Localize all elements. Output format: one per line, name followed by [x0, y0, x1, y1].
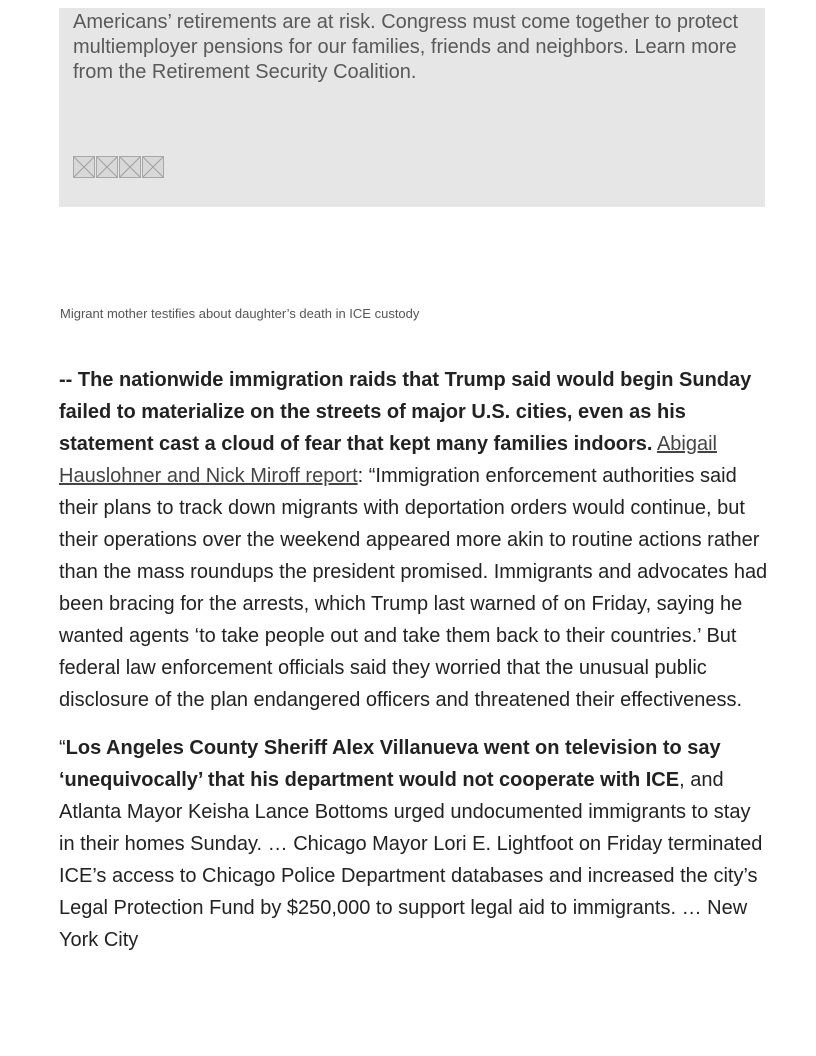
paragraph-lead: Los Angeles County Sheriff Alex Villanueva went on television to say ‘unequivocally’ that his department would not cooperate with ICE — [59, 737, 721, 791]
video-caption: Migrant mother testifies about daughter’s death in ICE custody — [60, 306, 420, 321]
broken-image-icon — [142, 156, 164, 178]
ad-image-row — [73, 156, 164, 178]
article-paragraph — [59, 364, 769, 716]
report-link[interactable]: Abigail Hauslohner and Nick Miroff report — [59, 433, 717, 487]
sponsored-ad[interactable] — [59, 8, 765, 207]
broken-image-icon — [96, 156, 118, 178]
paragraph-body: : “Immigration enforcement authorities said their plans to track down migrants with deportation orders would continue, but their operations over the weekend appeared more akin to routine actions rather than the mass roundups the president promised. Immigrants and advocates had been bracing for the arrests, which Trump last warned of on Friday, saying he wanted agents ‘to take people out and take them back to their countries.’ But federal law enforcement officials said they worried that the unusual public disclosure of the plan endangered officers and threatened their effectiveness. — [59, 465, 768, 711]
ad-text[interactable]: Americans’ retirements are at risk. Congress must come together to protect multiemployer pensions for our families, friends and neighbors. Learn more from the Retirement Security Coalition. — [73, 11, 739, 83]
broken-image-icon — [73, 156, 95, 178]
paragraph-lead: -- The nationwide immigration raids that Trump said would begin Sunday failed to materialize on the streets of major U.S. cities, even as his statement cast a cloud of fear that kept many families indoors. — [59, 369, 752, 455]
article-paragraph — [59, 732, 769, 956]
open-quote: “ — [59, 737, 66, 759]
article-body — [59, 364, 769, 972]
paragraph-body: , and Atlanta Mayor Keisha Lance Bottoms urged undocumented immigrants to stay in their homes Sunday. … Chicago Mayor Lori E. Lightfoot on Friday terminated ICE’s access to Chicago Police Department databases and increased the city’s Legal Protection Fund by $250,000 to support legal aid to immigrants. … New York City — [59, 769, 763, 951]
broken-image-icon — [119, 156, 141, 178]
